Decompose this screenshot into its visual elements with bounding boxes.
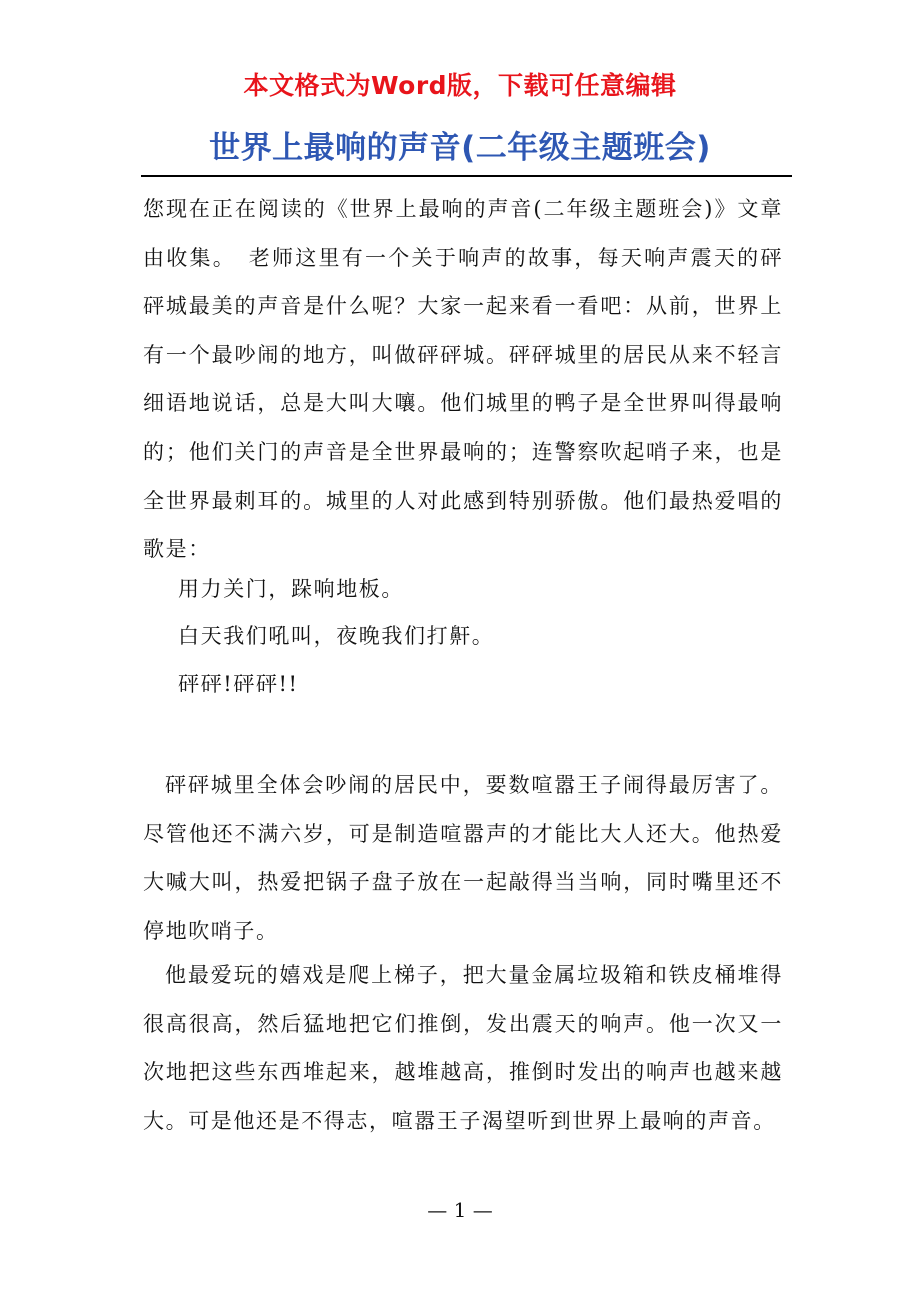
verse-line-2: 白天我们吼叫，夜晚我们打鼾。 (178, 624, 495, 648)
verse-line-3: 砰砰!砰砰!! (178, 672, 299, 696)
paragraph-intro: 您现在正在阅读的《世界上最响的声音(二年级主题班会)》文章由收集。 老师这里有一个关于响声的故事，每天响声震天的砰砰城最美的声音是什么呢？大家一起来看一看吧：从前，世界上有一个最吵闹的地方，叫做砰砰城。砰砰城里的居民从来不轻言细语地说话，总是大叫大嚷。他们城里的鸭子是全世界叫得最响的；他们关门的声音是全世界最响的；连警察吹起哨子来，也是全世界最刺耳的。城里的人对此感到特别骄傲。他们最热爱唱的歌是： (143, 197, 783, 562)
document-title: 世界上最响的声音(二年级主题班会) (209, 130, 711, 166)
page-number: — 1 — (427, 1198, 493, 1222)
paragraph-game: 他最爱玩的嬉戏是爬上梯子，把大量金属垃圾箱和铁皮桶堆得很高很高，然后猛地把它们推倒，发出震天的响声。他一次又一次地把这些东西堆起来，越堆越高，推倒时发出的响声也越来越大。可是他还是不得志，喧嚣王子渴望听到世界上最响的声音。 (143, 963, 783, 1133)
paragraph-prince: 砰砰城里全体会吵闹的居民中，要数喧嚣王子闹得最厉害了。尽管他还不满六岁，可是制造喧嚣声的才能比大人还大。他热爱大喊大叫，热爱把锅子盘子放在一起敲得当当响，同时嘴里还不停地吹哨子。 (143, 773, 783, 943)
verse-line-1: 用力关门，跺响地板。 (178, 577, 404, 601)
title-divider (141, 175, 792, 177)
format-banner: 本文格式为Word版，下载可任意编辑 (243, 71, 677, 100)
